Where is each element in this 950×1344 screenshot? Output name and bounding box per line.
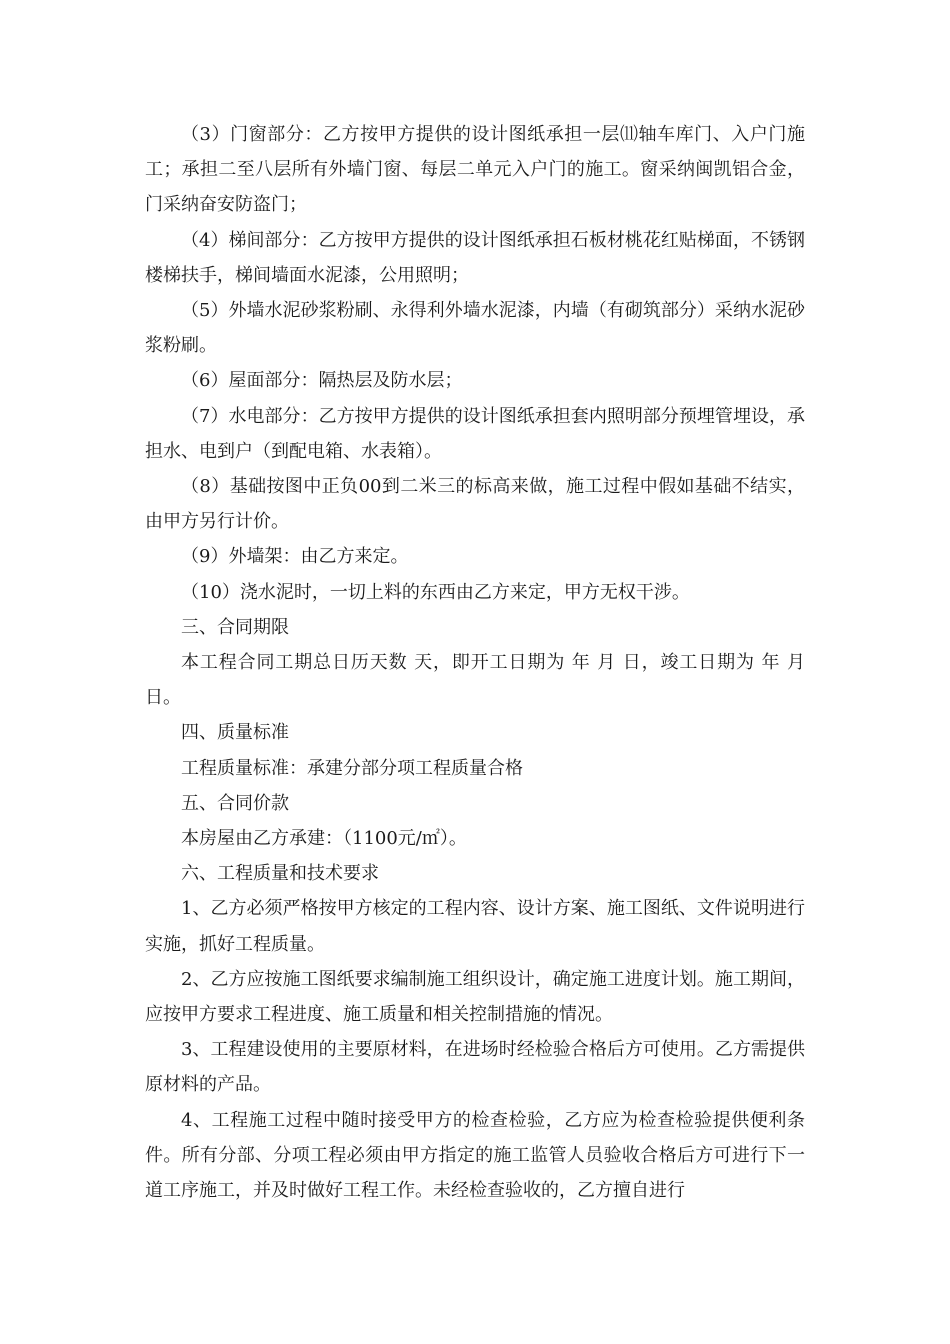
paragraph-price: 本房屋由乙方承建：（1100元/㎡）。 bbox=[181, 828, 467, 850]
paragraph-scaffold: （9）外墙架：由乙方来定。 bbox=[181, 546, 409, 568]
paragraph-stairwell: （4）梯间部分：乙方按甲方提供的设计图纸承担石板材桃花红贴梯面，不锈钢楼梯扶手，梯间墙面水泥漆，公用照明； bbox=[145, 229, 805, 286]
section-heading-quality: 四、质量标准 bbox=[181, 722, 289, 744]
paragraph-wall-plaster: （5）外墙水泥砂浆粉刷、永得利外墙水泥漆，内墙（有砌筑部分）采纳水泥砂浆粉刷。 bbox=[145, 300, 805, 357]
paragraph-foundation: （8）基础按图中正负00到二米三的标高来做，施工过程中假如基础不结实，由甲方另行计价。 bbox=[145, 476, 805, 533]
paragraph-water-electric: （7）水电部分：乙方按甲方提供的设计图纸承担套内照明部分预埋管埋设，承担水、电到户（到配电箱、水表箱）。 bbox=[145, 405, 805, 462]
paragraph-roof: （6）屋面部分：隔热层及防水层； bbox=[181, 370, 463, 392]
paragraph-doors-windows: （3）门窗部分：乙方按甲方提供的设计图纸承担一层⑾轴车库门、入户门施工；承担二至八层所有外墙门窗、每层二单元入户门的施工。窗采纳闽凯铝合金，门采纳奋安防盗门； bbox=[145, 124, 805, 216]
paragraph-requirement-4: 4、工程施工过程中随时接受甲方的检查检验，乙方应为检查检验提供便利条件。所有分部、分项工程必须由甲方指定的施工监管人员验收合格后方可进行下一道工序施工，并及时做好工程工作。未经检查验收的，乙方擅自进行 bbox=[145, 1109, 805, 1202]
paragraph-requirement-1: 1、乙方必须严格按甲方核定的工程内容、设计方案、施工图纸、文件说明进行实施，抓好工程质量。 bbox=[145, 898, 805, 955]
paragraph-quality: 工程质量标准：承建分部分项工程质量合格 bbox=[181, 757, 523, 779]
paragraph-requirement-3: 3、工程建设使用的主要原材料，在进场时经检验合格后方可使用。乙方需提供原材料的产品。 bbox=[145, 1039, 805, 1096]
paragraph-term: 本工程合同工期总日历天数 天，即开工日期为 年 月 日，竣工日期为 年 月 日。 bbox=[145, 652, 805, 709]
section-heading-requirements: 六、工程质量和技术要求 bbox=[181, 863, 379, 885]
paragraph-requirement-2: 2、乙方应按施工图纸要求编制施工组织设计，确定施工进度计划。施工期间，应按甲方要求工程进度、施工质量和相关控制措施的情况。 bbox=[145, 968, 805, 1026]
section-heading-price: 五、合同价款 bbox=[181, 792, 289, 814]
document-body bbox=[145, 117, 805, 1208]
section-heading-term: 三、合同期限 bbox=[181, 616, 289, 638]
paragraph-concrete: （10）浇水泥时，一切上料的东西由乙方来定，甲方无权干涉。 bbox=[181, 581, 690, 603]
